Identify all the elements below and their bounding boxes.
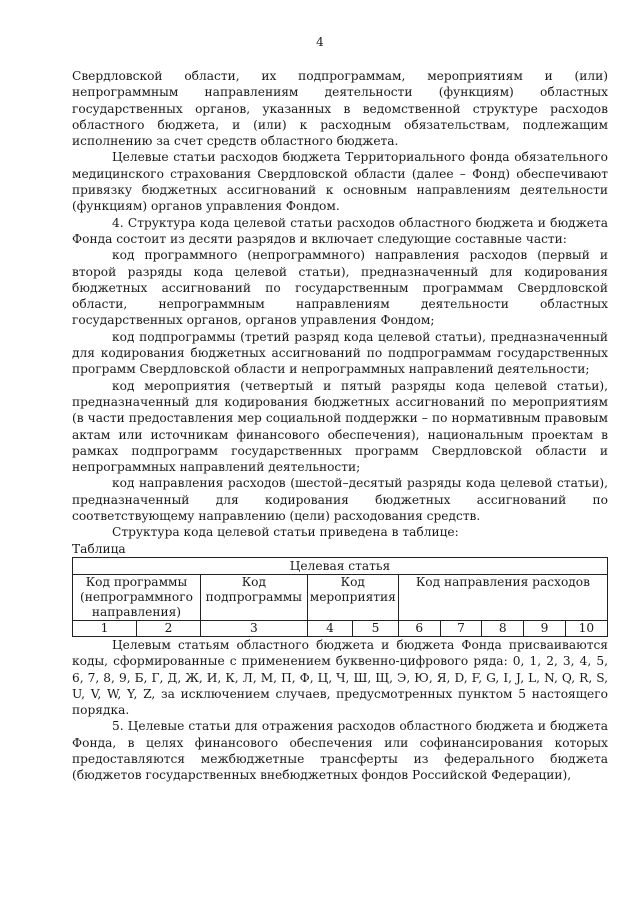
group-program-code: Код программы (непрограммного направления) [73, 574, 201, 620]
digit-cell: 10 [565, 620, 607, 636]
table-header-row [73, 557, 608, 574]
paragraph-fund-target-articles: Целевые статьи расходов бюджета Территориального фонда обязательного медицинского страхования Свердловской области (далее – Фонд) обеспечивают привязку бюджетных ассигнований к основным направлениям деятельности (функциям) органов управления Фондом. [72, 150, 608, 214]
code-structure-table [72, 557, 608, 637]
paragraph-expense-direction-code: код направления расходов (шестой–десятый разряды кода целевой статьи), предназначенный для кодирования бюджетных ассигнований по соответствующему направлению (цели) расходования средств. [72, 476, 608, 524]
digit-cell: 9 [524, 620, 566, 636]
paragraph-measure-code: код мероприятия (четвертый и пятый разряды кода целевой статьи), предназначенный для кодирования бюджетных ассигнований по мероприятиям (в части предоставления мер социальной поддержки – по нормативным правовым актам или источникам финансового обеспечения), национальным проектам в рамках подпрограмм государственных программ Свердловской области и непрограммных направлений деятельности; [72, 378, 608, 475]
digit-cell: 8 [482, 620, 524, 636]
digit-cell: 6 [398, 620, 440, 636]
table-caption: Таблица [72, 541, 126, 556]
paragraph-subprogram-code: код подпрограммы (третий разряд кода целевой статьи), предназначенный для кодирования бюджетных ассигнований по подпрограммам государственных программ Свердловской области и непрограммных направлений деятельности; [72, 329, 608, 377]
digit-cell: 5 [353, 620, 399, 636]
digit-cell: 2 [136, 620, 200, 636]
group-measure-code: Код мероприятия [307, 574, 398, 620]
digit-cell: 3 [200, 620, 307, 636]
paragraph-continuation: Свердловской области, их подпрограммам, мероприятиям и (или) непрограммным направлениям деятельности (функциям) областных государственных органов, указанных в ведомственной структуре расходов областного бюджета, и (или) к расходным обязательствам, подлежащим исполнению за счет средств областного бюджета. [72, 69, 608, 149]
digit-cell: 4 [307, 620, 353, 636]
paragraph-program-code: код программного (непрограммного) направления расходов (первый и второй разряды кода целевой статьи), предназначенный для кодирования бюджетных ассигнований по государственным программам Свердловской области, непрограммным направлениям деятельности областных государственных органов, органов управления Фондом; [72, 248, 608, 328]
paragraph-federal-transfers: 5. Целевые статьи для отражения расходов областного бюджета и бюджета Фонда, в целях финансового обеспечения или софинансирования которых предоставляются межбюджетные трансферты из федерального бюджета (бюджетов государственных внебюджетных фондов Российской Федерации), [72, 719, 608, 783]
page-number: 4 [316, 35, 324, 49]
table-top-header: Целевая статья [73, 557, 608, 574]
table-group-row [73, 574, 608, 620]
group-subprogram-code: Код подпрограммы [200, 574, 307, 620]
table-digit-row [73, 620, 608, 636]
paragraph-table-intro: Структура кода целевой статьи приведена в таблице: [112, 525, 459, 540]
document-body [72, 68, 608, 784]
digit-cell: 7 [440, 620, 482, 636]
group-expense-direction-code: Код направления расходов [398, 574, 607, 620]
digit-cell: 1 [73, 620, 137, 636]
paragraph-code-structure: 4. Структура кода целевой статьи расходов областного бюджета и бюджета Фонда состоит из десяти разрядов и включает следующие составные части: [72, 215, 608, 246]
paragraph-code-alphabet: Целевым статьям областного бюджета и бюджета Фонда присваиваются коды, сформированные с применением буквенно-цифрового ряда: 0, 1, 2, 3, 4, 5, 6, 7, 8, 9, Б, Г, Д, Ж, И, К, Л, М, П, Ф, Ц, Ч, Ш, Щ, Э, Ю, Я, D, F, G, I, J, L, N, Q, R, S, U, V, W, Y, Z, за исключением случаев, предусмотренных пунктом 5 настоящего порядка. [72, 637, 608, 718]
